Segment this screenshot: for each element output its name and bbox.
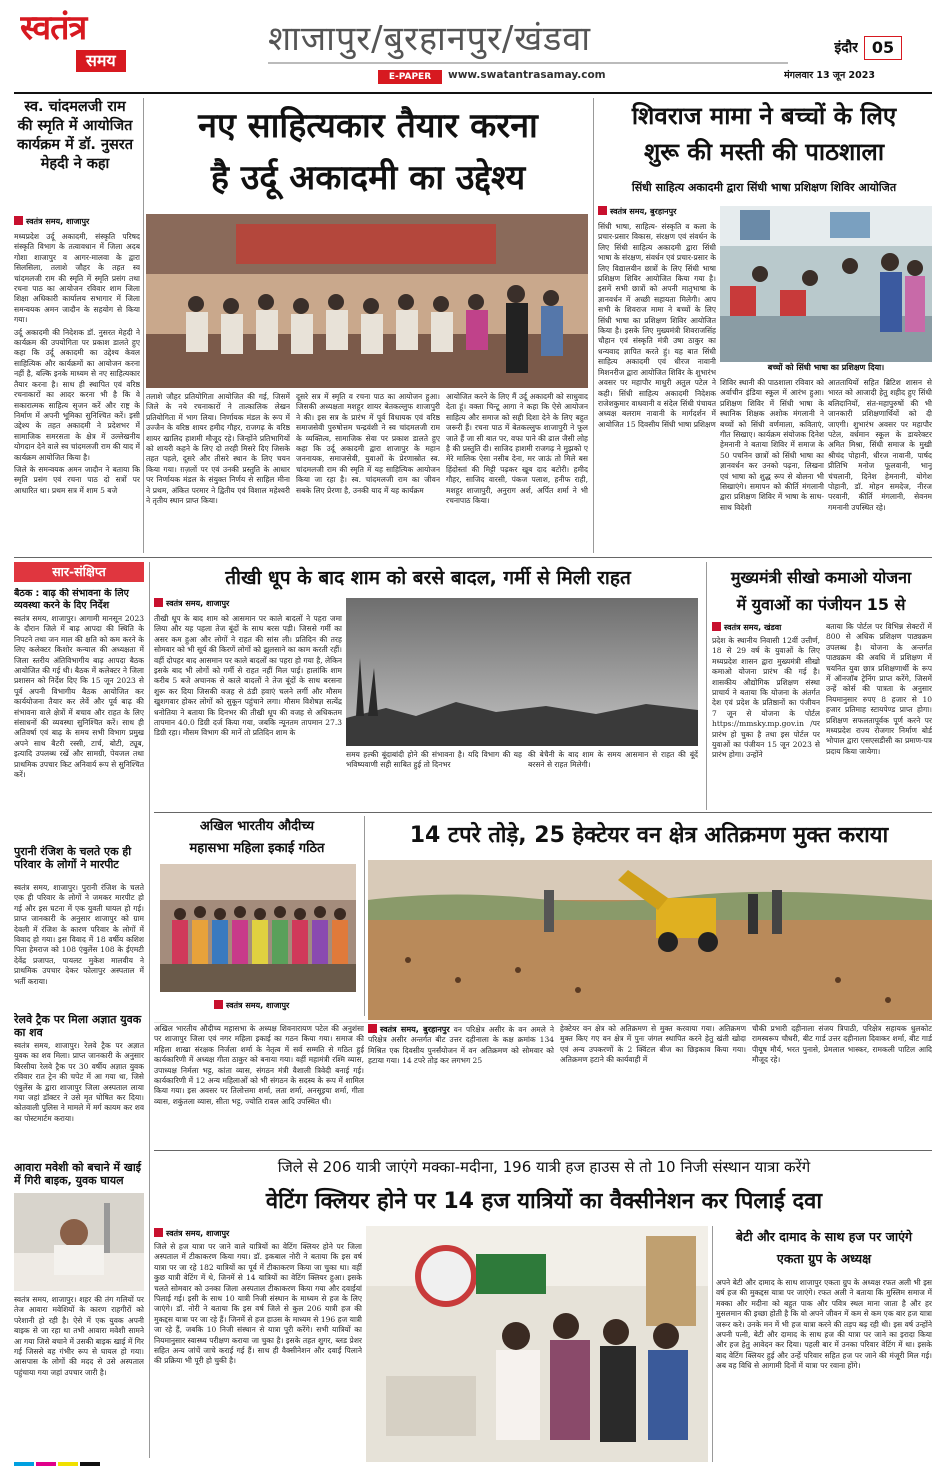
main-story-col1: तलाशे जौहर प्रतियोगिता आयोजित की गई, जिसमें जिले के नये रचनाकारों ने तात्कालिक लेखन प्रतियोगिता में भाग लिया। निर्णायक मंडल के रूप में उज्जैन के वरिष्ठ शायर हमीद गौहर, राजगढ़ के वरिष्ठ शायर खालिद हाशमी मौजूद रहे। जिन्होंने प्रतिभागियों को शायरी कहने के लिए दो तरही मिसरे दिए जिसके तहत पहले, दूसरे और तीसरे स्थान के लिए चयन किया गया। ग़ज़लों पर एवं उनकी प्रस्तुति के आधार पर निर्णायक मंडल के संयुक्त निर्णय से साहिल मीना ने प्रथम, अंकित परमार ने द्वितीय एवं विशाल महेश्वरी ने तृतीय स्थान प्राप्त किया।	[146, 392, 290, 506]
sidebar-item-1-headline: बैठक : बाढ़ की संभावना के लिए व्यवस्था करने के दिए निर्देश	[14, 588, 129, 611]
cm-headline-line2: में युवाओं का पंजीयन 15 से	[736, 595, 906, 614]
masthead-underline	[268, 62, 788, 64]
masthead-divider	[14, 92, 932, 94]
mahasabha-byline: स्वतंत्र समय, शाजापुर	[214, 1000, 344, 1012]
forest-col2: हेक्टेयर वन क्षेत्र को अतिक्रमण से मुक्त करवाया गया। अतिक्रमण मुक्त किए गए वन क्षेत्र में पुनः जंगल स्थापित करने हेतु खंती खोदा एवं अन्य उपकरणों के 2 क्विंटल बीज का छिड़काव किया गया। अतिक्रमण हटाने की कार्यवाही में	[560, 1024, 746, 1065]
left-story1-headline: स्व. चांदमलजी राम की स्मृति में आयोजित कार्यक्रम में डॉ. नुसरत मेहदी ने कहा	[17, 99, 133, 172]
mahasabha-photo	[160, 864, 356, 992]
main-story-headline	[148, 100, 588, 212]
mahasabha-headline	[154, 816, 360, 862]
row-divider	[14, 557, 932, 558]
page-number: 05	[864, 36, 902, 60]
col-rule	[593, 98, 594, 553]
main-story-col3: आयोजित करने के लिए मैं उर्दू अकादमी को साधुवाद देता हूं। वक्ता चिन्टू आगा ने कहा कि ऐसे आयोजन साहित्य और समाज को सही दिशा देने के लिए बहुत जरूरी हैं। रचना पाठ में बेतकल्लुफ शाजापुरी ने फूल जाते हैं जा सी बात पर, वफा पाने की ढाल जैसी लोह है की प्रस्तुति दी। साजिद हाशमी राजगढ़ ने मुझको ए मेरे मालिक ऐसा नसीब देना, मर जाऊं तो मिले बस हिंदोस्तां की मिट्टी पढ़कर खूब दाद बटोरी। हमीद गौहर, साजिद वारसी, पंकज पलाश, हनीफ राही, मशहूर शाजापुरी, अनुराग अर्श, अर्पित शर्मा ने भी रचनापाठ किया।	[446, 392, 588, 506]
forest-headline: 14 टपरे तोड़े, 25 हेक्टेयर वन क्षेत्र अतिक्रमण मुक्त कराया	[409, 823, 889, 848]
sidebar-header: सार-संक्षिप्त	[14, 562, 144, 582]
masthead	[0, 0, 945, 92]
epaper-badge: E-PAPER	[378, 70, 442, 84]
couple-body: अपने बेटी और दामाद के साथ शाजापुर एकता ग्रुप के अध्यक्ष रफत अली भी इस वर्ष हज की मुकद्दस यात्रा पर जाएंगे। रफत अली ने बताया कि मुस्लिम समाज में मक्का और मदीना को बहुत पाक और पवित्र स्थल माना जाता है और हर मुसलमान की इच्छा होती है कि वो अपने जीवन में कम से कम एक बार हज यात्रा जरूर करे। उनके मन में भी हज यात्रा करने की तड़प बढ़ रही थी। इस वर्ष उन्होंने अपनी पत्नी, बेटी और दामाद के साथ हज की यात्रा पर जाने का इरादा किया और हज हेतु आवेदन कर दिया। पहली बार में उनका परिवार वेटिंग में था। इसके बाद वेटिंग क्लियर हुई और उन्हें परिवार सहित हज पर जाने की मंजूरी मिल गई। अब वह विधि से आगामी दिनों में यात्रा पर रवाना होंगे।	[716, 1278, 932, 1371]
edition-title: शाजापुर/बुरहानपुर/खंडवा	[268, 19, 592, 59]
left-story1-body	[14, 232, 140, 552]
hajj-kicker: जिले से 206 यात्री जाएंगे मक्का-मदीना, 196 यात्री हज हाउस से तो 10 निजी संस्थान यात्रा करेंगे	[277, 1158, 811, 1176]
rain-caption-mid: समय हल्की बूंदाबांदी होने की संभावना है। यदि विभाग की यह भविष्यवाणी सही साबित हुई तो दिनभर	[346, 750, 522, 770]
main-story-headline-line1: नए साहित्यकार तैयार करना	[198, 106, 538, 146]
shivraj-byline: स्वतंत्र समय, बुरहानपुर	[598, 206, 716, 218]
hajj-byline: स्वतंत्र समय, शाजापुर	[154, 1228, 354, 1240]
logo-bottom: समय	[76, 50, 126, 72]
row-divider	[154, 1022, 932, 1023]
sidebar-item-2-headline: पुरानी रंजिश के चलते एक ही परिवार के लोगों ने मारपीट	[14, 845, 132, 871]
cm-col1: प्रदेश के स्थानीय निवासी 12वीं उत्तीर्ण, 18 से 29 वर्ष के युवाओं के लिए मध्यप्रदेश शासन द्वारा मुख्यमंत्री सीखो कमाओ योजना प्रारंभ की गई है। शासकीय औद्योगिक प्रशिक्षण संस्था प्राचार्य ने बताया कि योजना के अंतर्गत देश एवं प्रदेश के प्रतिष्ठानों का पंजीयन 7 जून से योजना के पोर्टल https://mmsky.mp.gov.in /पर प्रारंभ हो चुका है तथा इस पोर्टल पर युवाओं का पंजीयन 15 जून 2023 से प्रारंभ होगा। उन्होंने	[712, 636, 820, 760]
mahasabha-headline-line2: महासभा महिला इकाई गठित	[189, 841, 325, 856]
sindhi-class-photo	[720, 206, 932, 362]
rain-body: तीखी धूप के बाद शाम को आसमान पर काले बादलों ने पहरा जमा लिया और यह पहला तेज बूंदों के साथ बरस पड़ी। जिससे गर्मी का असर कम हुआ और लोगों ने राहत की सांस ली। प्रतिदिन की तरह सोमवार को भी सूर्य की किरणें लोगों को झुलसाने का काम करती रहीं। वहीं दोपहर बाद आसमान पर काले बादलों का पहरा हो गया है, लेकिन इसके बाद भी लोगों को गर्मी से राहत नहीं मिल पाई। हालांकि शाम करीब 5 बजे अचानक से काले बादलों ने तेज बूंदों के साथ बरसना शुरू कर दिया जिसकी वजह से ठंडी हवाएं चलने लगीं और मौसम खुशगवार होकर लोगों को सुकून पहुंचाने लगा। मौसम विशेषज्ञ सत्येंद्र धनोतिया ने बताया कि दिनभर की तीखी धूप की वजह से अधिकतम तापमान 40.0 डिग्री दर्ज किया गया, जबकि न्यूनतम तापमान 27.3 डिग्री रहा। मौसम विभाग की मानें तो प्रतिदिन शाम के	[154, 614, 342, 738]
bulldozer-photo	[368, 860, 932, 1020]
col-rule	[143, 98, 144, 553]
logo-top: स्वतंत्र	[20, 8, 87, 48]
forest-byline: स्वतंत्र समय, बुरहानपुर	[368, 1025, 450, 1034]
row-divider	[154, 1150, 932, 1151]
cm-headline-line1: मुख्यमंत्री सीखो कमाओ योजना	[730, 568, 912, 587]
col-rule	[149, 562, 150, 1458]
website[interactable]: www.swatantrasamay.com	[448, 69, 606, 81]
row-divider	[154, 812, 932, 813]
shivraj-headline	[598, 98, 930, 176]
shivraj-col3: आततायियों सहित ब्रिटिश शासन से भारत को आजादी हेतु शहीद हुए सिंधी बलिदानियों, संत-महापुरुषों की भी जानकारी प्रशिक्षणार्थियों को दी जाएगी। शुभारंभ अवसर पर महापौर पटेल, वर्धमान स्कूल के डायरेक्टर अमित मिश्रा, सिंधी समाज के मुखी श्रीचंद पोहानी, धीरज नावानी, पार्षद प्रीतिभि मनोज फूलवानी, भानू चंचलानी, दिनेश हेमनानी, योगेश पोहानी, डॉ. मोहन समदेज, नीरज परवानी, कीर्ति मंगलानी, सेवनम गमनानी उपस्थित रहे।	[828, 378, 932, 512]
left-story1-byline: स्वतंत्र समय, शाजापुर	[14, 216, 139, 228]
shivraj-subheadline: सिंधी साहित्य अकादमी द्वारा सिंधी भाषा प्रशिक्षण शिविर आयोजित	[631, 181, 897, 194]
left-story1-p1: मध्यप्रदेश उर्दू अकादमी, संस्कृति परिषद संस्कृति विभाग के तत्वावधान में जिला अदब गोशा शाजापुर व आगर-मालवा के द्वारा सिलसिला, तलाशे जौहर के तहत स्व चांदमलजी राम की स्मृति में स्मृति प्रसंग तथा रचना पाठ का आयोजन रविवार शाम जिला शिक्षा अधिकारी कार्यालय सभागार में जिला समन्वयक अमन जादौन के सहयोग से किया गया।	[14, 232, 140, 325]
couple-headline-line2: एकता ग्रुप के अध्यक्ष	[776, 1251, 872, 1266]
sidebar-item-4-headline: आवारा मवेशी को बचाने में खाई में गिरी बाइक, युवक घायल	[14, 1161, 142, 1187]
cm-byline: स्वतंत्र समय, खंडवा	[712, 622, 820, 634]
sidebar	[14, 562, 144, 1462]
cloudy-sky-photo	[346, 598, 698, 746]
vaccination-photo-svg	[366, 1226, 708, 1462]
forest-col3: चौकी प्रभारी दहीनाला संजय त्रिपाठी, परिक्षेत्र सहायक धुलकोट रामस्वरूप चौधरी, बीट गार्ड उत्तर दहीनाला दिवाकर शर्मा, बीट गार्ड पीयूष मौर्य, भरत पुनासे, प्रेमलाल भास्कर, रामकली पाटिल आदि मौजूद रहे।	[752, 1024, 932, 1065]
logo	[20, 6, 150, 86]
shivraj-col1: सिंधी भाषा, साहित्य- संस्कृति व कला के प्रचार-प्रसार विकास, संरक्षण एवं संवर्धन के लिए सिंधी साहित्य अकादमी द्वारा सिंधी भाषा के संरक्षण, संवर्धन एवं प्रचार-प्रसार के लिए विद्यालयीन छात्रों के लिए सिंधी भाषा प्रशिक्षण शिविर आयोजित किया गया है। इसमें सभी छात्रों को अपनी मातृभाषा के ज्ञानवर्धन में अच्छी सहायता मिलेगी। आप सभी के शिवराज मामा ने बच्चों के लिए सिंधी भाषा का प्रशिक्षण शिविर आयोजित किया है। इसके लिए मुख्यमंत्री शिवराजसिंह चौहान एवं संस्कृति मंत्री उषा ठाकुर का धन्यवाद ज्ञापित करते हुं। यह बात सिंधी साहित्य अकादमी एवं धीरज नावानी मिशनरीज द्वारा आयोजित शिविर के शुभारंभ अवसर पर महापौर माधुरी अतुल पटेल ने कही। सिंधी साहित्य अकादमी निदेशक राजेशकुमार वाधवानी व संदेल सिंधी पंचायत अध्यक्ष बलराम नावानी के मार्गदर्शन में आयोजित 15 दिवसीय सिंधी भाषा प्रशिक्षण	[598, 222, 716, 429]
forest-col1-text: वन परिक्षेत्र असीर के वन अमले ने परिक्षेत्र असीर अन्तर्गत बीट उत्तर दहीनाला के कक्ष क्रमांक 134 मिश्रित एक दिवसीय पुनर्संयोजन में वन अतिक्रमण को सोमवार को हटाया गया। 14 टपरे तोड़ कर लगभग 25	[368, 1025, 554, 1066]
main-story-col2: दूसरे सत्र में स्मृति व रचना पाठ का आयोजन हुआ। जिसकी अध्यक्षता मशहूर शायर बेतकल्लुफ शाजापुरी ने की। इस सत्र के प्रारंभ में पूर्व विधायक एवं वरिष्ठ समाजसेवी पुरुषोत्तम चन्द्रवंशी ने स्व चांदमलजी राम के व्यक्तित्व, सामाजिक सेवा पर प्रकाश डालते हुए कहा कि उर्दू अकादमी द्वारा शाजापुर के महान जननायक, समाजसेवी, युवाओं के प्रेरणास्रोत स्व. चांदमलजी राम की स्मृति में यह साहित्यिक आयोजन किया जा रहा है। स्व. चांदमलजी राम का जीवन सबके लिए प्रेरणा है, उनकी याद में यह कार्यक्रम	[296, 392, 440, 495]
cm-col2: बताया कि पोर्टल पर विभिन्न सेक्टरों में 800 से अधिक प्रशिक्षण पाठ्यक्रम उपलब्ध है। योजना के अन्तर्गत पाठ्यक्रम की अवधि में प्रशिक्षण में चयनित युवा छात्र प्रशिक्षणार्थी के रूप में ऑनजॉब ट्रेनिंग प्राप्त करेंगे, जिसमें उन्हें कोर्स की पात्रता के अनुसार नियमानुसार रुपए 8 हजार से 10 हजार प्रतिमाह स्टायपेण्ड प्राप्त होगा। प्रशिक्षण सफलतापूर्वक पूर्ण करने पर मध्यप्रदेश राज्य रोजगार निर्माण बोर्ड भोपाल द्वारा एसएसडीसी का प्रमाण-पत्र प्रदाय किया जायेगा।	[826, 622, 932, 756]
urdu-event-photo	[146, 214, 588, 388]
city: इंदौर	[834, 40, 858, 56]
rain-caption-right: की बेचैनी के बाद शाम के समय आसमान से राहत की बूंदें बरसने से राहत मिलेगी।	[528, 750, 698, 770]
col-rule	[364, 816, 365, 1016]
mahasabha-headline-line1: अखिल भारतीय औदीच्य	[199, 819, 315, 834]
vaccination-photo	[366, 1226, 708, 1462]
rain-headline: तीखी धूप के बाद शाम को बरसे बादल, गर्मी से मिली राहत	[225, 567, 631, 589]
shivraj-col2: शिविर स्थानी की पाठशाला रविवार को अर्वाचीन इंडिया स्कूल में आरंभ हुआ। प्रशिक्षण शिविर में सिंधी भाषा के स्थानिक शिक्षक अशोक मंगलानी ने बच्चों को सिंधी वर्णमाला, कविताएं, गीत सिखाए। कार्यक्रम संयोजक दिनेश हेमनानी ने बताया शिविर में समाज के 50 पचनिन छात्रों को सिंधी भाषा का ज्ञानवर्धन कर उनको पढ़ना, लिखना एवं भाषा को शुद्ध रूप से बोलना भी सिखाएंगे। समापन को कीर्ति मंगलानी द्वारा प्रशिक्षण शिविर में भाषा के साथ-साथ विदेशी	[720, 378, 824, 512]
mahasabha-body: अखिल भारतीय औदीच्य महासभा के अध्यक्ष शिवनारायण पटेल की अनुशंसा पर शाजापुर जिला एवं नगर महिला इकाई का गठन किया गया। समाज की महिला शाखा संरक्षक निर्जला शर्मा के नेतृत्व में सर्व सम्मति से गठित हुई कार्यकारिणी में अध्यक्ष गीता ठाकुर को बनाया गया। वहीं महामंत्री रश्मि व्यास, उपाध्यक्ष निर्मला भट्ट, कांता व्यास, संगठन मंत्री वैशाली त्रिवेदी बनाई गई। कार्यकारिणी में 12 अन्य महिलाओं को भी संगठन के सदस्य के रूप में शामिल किया गया। इस अवसर पर तिलोत्तमा शर्मा, लता शर्मा, अनसूइया शर्मा, गीता व्यास, शकुंतला व्यास, सीता भट्ट, ज्योति रावल आदि उपस्थित थी।	[154, 1024, 364, 1106]
shivraj-headline-line1: शिवराज मामा ने बच्चों के लिए	[631, 102, 897, 130]
sidebar-item-3-headline: रेलवे ट्रैक पर मिला अज्ञात युवक का शव	[14, 1013, 142, 1039]
forest-col1	[368, 1024, 554, 1148]
registration-marks	[0, 1460, 945, 1468]
cm-headline	[710, 564, 932, 620]
urdu-event-photo-svg	[146, 214, 588, 388]
hajj-headline: वेटिंग क्लियर होने पर 14 हज यात्रियों का वैक्सीनेशन कर पिलाई दवा	[265, 1189, 823, 1214]
hajj-body: जिले से हज यात्रा पर जाने वाले यात्रियों का वेटिंग क्लियर होने पर जिला अस्पताल में टीकाकरण किया गया। डॉ. इकबाल नोरी ने बताया कि इस वर्ष यात्रा पर जा रहे 182 यात्रियों का पूर्व में टीकाकरण किया जा चुका था। वहीं कुछ यात्री वेटिंग में थे, जिनमें से 14 यात्रियों का वेटिंग क्लियर हुआ। इसके चलते सोमवार को उनका जिला अस्पताल टीकाकरण किया गया और दवाईयां पिलाई गई। इसी के साथ 10 यात्री निजी संस्थान के माध्यम से हज के लिए जाएंगे। डॉ. नोरी ने बताया कि इस वर्ष जिले से कुल 206 यात्री हज की मुकद्दस यात्रा पर जा रहे हैं। जिनमें से हज हाउस के माध्यम से 196 हज यात्री जा रहे हैं, जबकि 10 निजी संस्थान से यात्रा पूरी करेंगे। सभी यात्रियों का नियमानुसार स्वास्थ्य परीक्षण कराया जा चुका है। इसके तहत शुगर, ब्लड प्रेशर सहित अन्य जांचें जाचे कराई गई हैं। साथ ही वैक्सीनेशन और दवाईं पिलाने की प्रक्रिया भी पूरी हो चुकी है।	[154, 1242, 362, 1366]
couple-headline	[716, 1226, 932, 1278]
injured-youth-photo-svg	[14, 1193, 144, 1291]
sindhi-photo-caption: बच्चों को सिंधी भाषा का प्रशिक्षण दिया।	[720, 362, 932, 375]
couple-headline-line1: बेटी और दामाद के साथ हज पर जाएंगे	[735, 1229, 913, 1244]
cloudy-sky-photo-svg	[346, 598, 698, 746]
bulldozer-photo-svg	[368, 860, 932, 1020]
injured-youth-photo	[14, 1193, 144, 1291]
col-rule	[706, 562, 707, 810]
shivraj-headline-line2: शुरू की मस्ती की पाठशाला	[643, 138, 885, 166]
left-story1-p3: जिले के समन्वयक अमन जादौन ने बताया कि स्मृति प्रसंग एवं रचना पाठ दो सत्रों पर आधारित था। प्रथम सत्र में शाम 5 बजे	[14, 464, 140, 495]
sidebar-item-4-body: स्वतंत्र समय, शाजापुर। शहर की तंग गलियों पर तेज आवारा मवेशियों के कारण राहगीरों को परेशानी हो रही है। ऐसे में एक युवक अपनी बाइक से जा रहा था तभी आवारा मवेशी सामने आ गया जिसे बचाने में उसकी बाइक खाई में गिर गई जिससे वह गंभीर रूप से घायल हो गया। आसपास के लोगों की मदद से उसे अस्पताल पहुंचाया गया जहां उपचार जारी है।	[14, 1295, 144, 1377]
main-story-headline-line2: है उर्दू अकादमी का उद्देश्य	[210, 158, 526, 198]
sidebar-item-3-body: स्वतंत्र समय, शाजापुर। रेलवे ट्रैक पर अज्ञात युवक का शव मिला। प्राप्त जानकारी के अनुसार बिरसीया रेलवे ट्रैक पर 30 वर्षीय अज्ञात युवक रविवार रात ट्रेन की चपेट में आ गया था, जिसे एंबुलेंस के द्वारा शाजापुर जिला अस्पताल लाया गया जहां डॉक्टर ने उसे मृत घोषित कर दिया। कोतवाली पुलिस ने मामले में मर्ग कायम कर शव का पोस्टमार्टम कराया।	[14, 1041, 144, 1123]
col-rule	[712, 1226, 713, 1462]
mahasabha-photo-svg	[160, 864, 356, 992]
left-story1-p2: उर्दू अकादमी की निदेशक डॉ. नुसरत मेहदी ने कार्यक्रम की उपयोगिता पर प्रकाश डालते हुए कहा कि उर्दू अकादमी का उद्देश्य केवल साहित्यिक और कार्यक्रमों का आयोजन करना नहीं है, बल्कि इनके माध्यम से नए साहित्यकार तैयार करना है। साथ ही स्थापित एवं वरिष्ठ रचनाकारों का आदर करना भी है कि वे सकारात्मक साहित्य सृजन करें और राष्ट्र के निर्माण में अपनी भूमिका सुनिश्चित करें। इसी उद्देश्य के तहत अकादमी ने प्रदेशभर में सामाजिक समरसता के क्षेत्र में उल्लेखनीय योगदान देने वाले स्व चांदमलजी राम की याद में कार्यक्रम आयोजित किया है।	[14, 327, 140, 462]
sindhi-class-photo-svg	[720, 206, 932, 362]
rain-byline: स्वतंत्र समय, शाजापुर	[154, 598, 314, 610]
sidebar-item-1-body: स्वतंत्र समय, शाजापुर। आगामी मानसून 2023 के दौरान जिले में बाढ़ आपदा की स्थिति के निपटने तथा जन माल की क्षति को कम करने के लिए कलेक्टर किशोर कन्याल की अध्यक्षता में जिला स्तरीय अंतिविभागीय बाढ़ आपदा बैठक आयोजित की गई थी। बैठक में कलेक्टर ने जिला प्रशासन को निर्देश दिए कि 15 जून 2023 से पूर्व अपनी विभागीय बैठक आयोजित कर कार्ययोजना तैयार कर लेवें और पूर्व बाढ़ की संभावना वाले क्षेत्रों में बचाव और राहत के लिए संसाधनों की व्यवस्था सुनिश्चित करें। साथ ही अतिवर्षा एवं बाढ़ के समय सभी विभाग प्रमुख अपने साथ बैटरी रस्सी, टार्च, बोटी, ट्यूब, इत्यादि उपलब्ध रखें और सामग्री, पेयजल तथा प्राथमिक उपचार किट अनिवार्य रूप से सुनिश्चित करें।	[14, 614, 144, 780]
sidebar-item-2-body: स्वतंत्र समय, शाजापुर। पुरानी रंजिश के चलते एक ही परिवार के लोगों ने जमकर मारपीट हो गई और इस घटना में एक युवती घायल हो गई। प्राप्त जानकारी के अनुसार शाजापुर को ग्राम देवली में रंजिश के कारण परिवार के लोगों में विवाद हो गया। इस विवाद में 18 वर्षीय कशिश पिता हेमराज को 108 एंबुलेंस 108 के ईएमटी देवेंद्र प्रजापत, पायलट मुकेश मालवीय ने प्राथमिक उपचार देकर फोलापुर अस्पताल में भर्ती कराया।	[14, 883, 144, 986]
date: मंगलवार 13 जून 2023	[784, 70, 876, 81]
